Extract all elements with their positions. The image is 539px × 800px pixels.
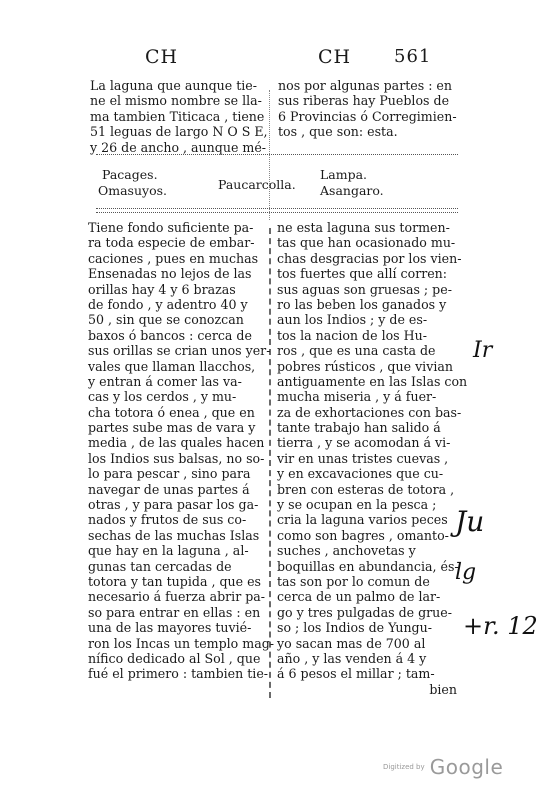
text-line: Ensenadas no lejos de las <box>88 266 252 282</box>
text-line: gunas tan cercadas de <box>88 558 232 574</box>
text-line: antiguamente en las Islas con <box>277 373 468 389</box>
text-line: y 26 de ancho , aunque mé- <box>90 139 267 155</box>
province-asangaro: Asangaro. <box>320 183 384 198</box>
text-line: cria la laguna varios peces <box>277 512 448 528</box>
text-line: tas que han ocasionado mu- <box>277 235 456 251</box>
header-left-guide-word: CH <box>145 46 179 68</box>
text-line: sechas de las muchas Islas <box>88 527 260 543</box>
text-line: lo para pescar , sino para <box>88 466 251 482</box>
province-lampa: Lampa. <box>320 167 368 182</box>
text-line: za de exhortaciones con bas- <box>277 404 462 420</box>
text-line: cha totora ó enea , que en <box>88 404 255 420</box>
text-line: sus orillas se crian unos yer- <box>88 343 271 359</box>
text-line: y en excavaciones que cu- <box>277 466 444 482</box>
text-line: partes sube mas de vara y <box>88 420 256 436</box>
text-line: tierra , y se acomodan á vi- <box>277 435 451 451</box>
text-line: sus riberas hay Pueblos de <box>278 93 450 109</box>
text-line: cas y los cerdos , y mu- <box>88 389 237 405</box>
text-line: caciones , pues en muchas <box>88 250 259 266</box>
text-line: y entran á comer las va- <box>88 373 242 389</box>
text-line: como son bagres , omanto- <box>277 527 449 543</box>
handwritten-annotation: Ju <box>455 505 485 538</box>
text-line: boquillas en abundancia, és- <box>277 558 459 574</box>
text-line: fué el primero : tambien tie- <box>88 666 269 682</box>
body-right-column <box>277 220 468 697</box>
text-line: pobres rústicos , que vivian <box>277 358 453 374</box>
text-line: y se ocupan en la pesca ; <box>277 497 437 513</box>
text-line: ro las beben los ganados y <box>277 296 447 312</box>
text-line: aun los Indios ; y de es- <box>277 312 428 328</box>
text-line: so ; los Indios de Yungu- <box>277 620 432 636</box>
province-omasuyos: Omasuyos. <box>98 183 167 198</box>
text-line: de fondo , y adentro 40 y <box>88 296 248 312</box>
text-line: suches , anchovetas y <box>277 543 416 559</box>
text-line: go y tres pulgadas de grue- <box>277 604 452 620</box>
column-divider <box>269 228 271 698</box>
text-line: tos la nacion de los Hu- <box>277 327 427 343</box>
text-line: los Indios sus balsas, no so- <box>88 450 265 466</box>
text-line: navegar de unas partes á <box>88 481 250 497</box>
handwritten-annotation: lg <box>455 560 477 585</box>
google-logo: Google <box>429 755 504 779</box>
text-line: ros , que es una casta de <box>277 343 436 359</box>
text-line: media , de las quales hacen <box>88 435 265 451</box>
page-number: 561 <box>394 46 432 67</box>
text-line: ron los Incas un templo mag- <box>88 635 275 651</box>
text-line: 50 , sin que se conozcan <box>88 312 244 328</box>
text-line: bren con esteras de totora , <box>277 481 455 497</box>
text-line: 6 Provincias ó Corregimien- <box>278 108 457 124</box>
text-line: ne el mismo nombre se lla- <box>90 93 262 109</box>
text-line: nos por algunas partes : en <box>278 78 453 93</box>
text-line: á 6 pesos el millar ; tam- <box>277 666 435 682</box>
province-paucarcolla: Paucarcolla. <box>218 177 296 192</box>
handwritten-annotation: +r. 12 <box>463 612 538 640</box>
text-line: yo sacan mas de 700 al <box>277 635 426 651</box>
text-line: totora y tan tupida , que es <box>88 573 262 589</box>
text-line: tos , que son: esta. <box>278 124 398 140</box>
dotted-rule <box>96 212 458 213</box>
text-line: tos fuertes que allí corren: <box>277 266 448 282</box>
dotted-rule <box>96 154 458 155</box>
text-line: que hay en la laguna , al- <box>88 543 249 559</box>
text-line: año , y las venden á 4 y <box>277 650 427 666</box>
text-line: so para entrar en ellas : en <box>88 604 261 620</box>
text-line: nados y frutos de sus co- <box>88 512 247 528</box>
text-line: tante trabajo han salido á <box>277 420 441 436</box>
text-line: orillas hay 4 y 6 brazas <box>88 281 236 297</box>
digitized-watermark <box>383 755 503 779</box>
text-line: Tiene fondo suficiente pa- <box>88 220 254 235</box>
province-pacages: Pacages. <box>102 167 158 182</box>
text-line: tas son por lo comun de <box>277 573 430 589</box>
intro-right-column <box>278 78 458 140</box>
text-line: chas desgracias por los vien- <box>277 250 462 266</box>
digitized-by-label: Digitized by <box>383 763 425 771</box>
dotted-rule <box>96 208 458 209</box>
text-line: vales que llaman llacchos, <box>88 358 256 374</box>
text-line: ra toda especie de embar- <box>88 235 255 251</box>
text-line: sus aguas son gruesas ; pe- <box>277 281 452 297</box>
text-line: ma tambien Titicaca , tiene <box>90 108 265 124</box>
text-line: otras , y para pasar los ga- <box>88 497 259 513</box>
text-line: vir en unas tristes cuevas , <box>277 450 449 466</box>
text-line: cerca de un palmo de lar- <box>277 589 441 605</box>
handwritten-annotation: Ir <box>473 338 493 363</box>
body-left-column <box>88 220 275 682</box>
header-right-guide-word: CH <box>318 46 352 68</box>
text-line: La laguna que aunque tie- <box>90 78 257 93</box>
text-line: ne esta laguna sus tormen- <box>277 220 450 235</box>
intro-left-column <box>90 78 266 155</box>
column-divider-top <box>269 90 270 220</box>
text-line: una de las mayores tuvié- <box>88 620 252 636</box>
text-line: mucha miseria , y á fuer- <box>277 389 437 405</box>
text-line: baxos ó bancos : cerca de <box>88 327 252 343</box>
text-line: 51 leguas de largo N O S E, <box>90 124 268 140</box>
text-line: necesario á fuerza abrir pa- <box>88 589 266 605</box>
text-line: nífico dedicado al Sol , que <box>88 650 261 666</box>
catchword: bien <box>429 681 457 697</box>
